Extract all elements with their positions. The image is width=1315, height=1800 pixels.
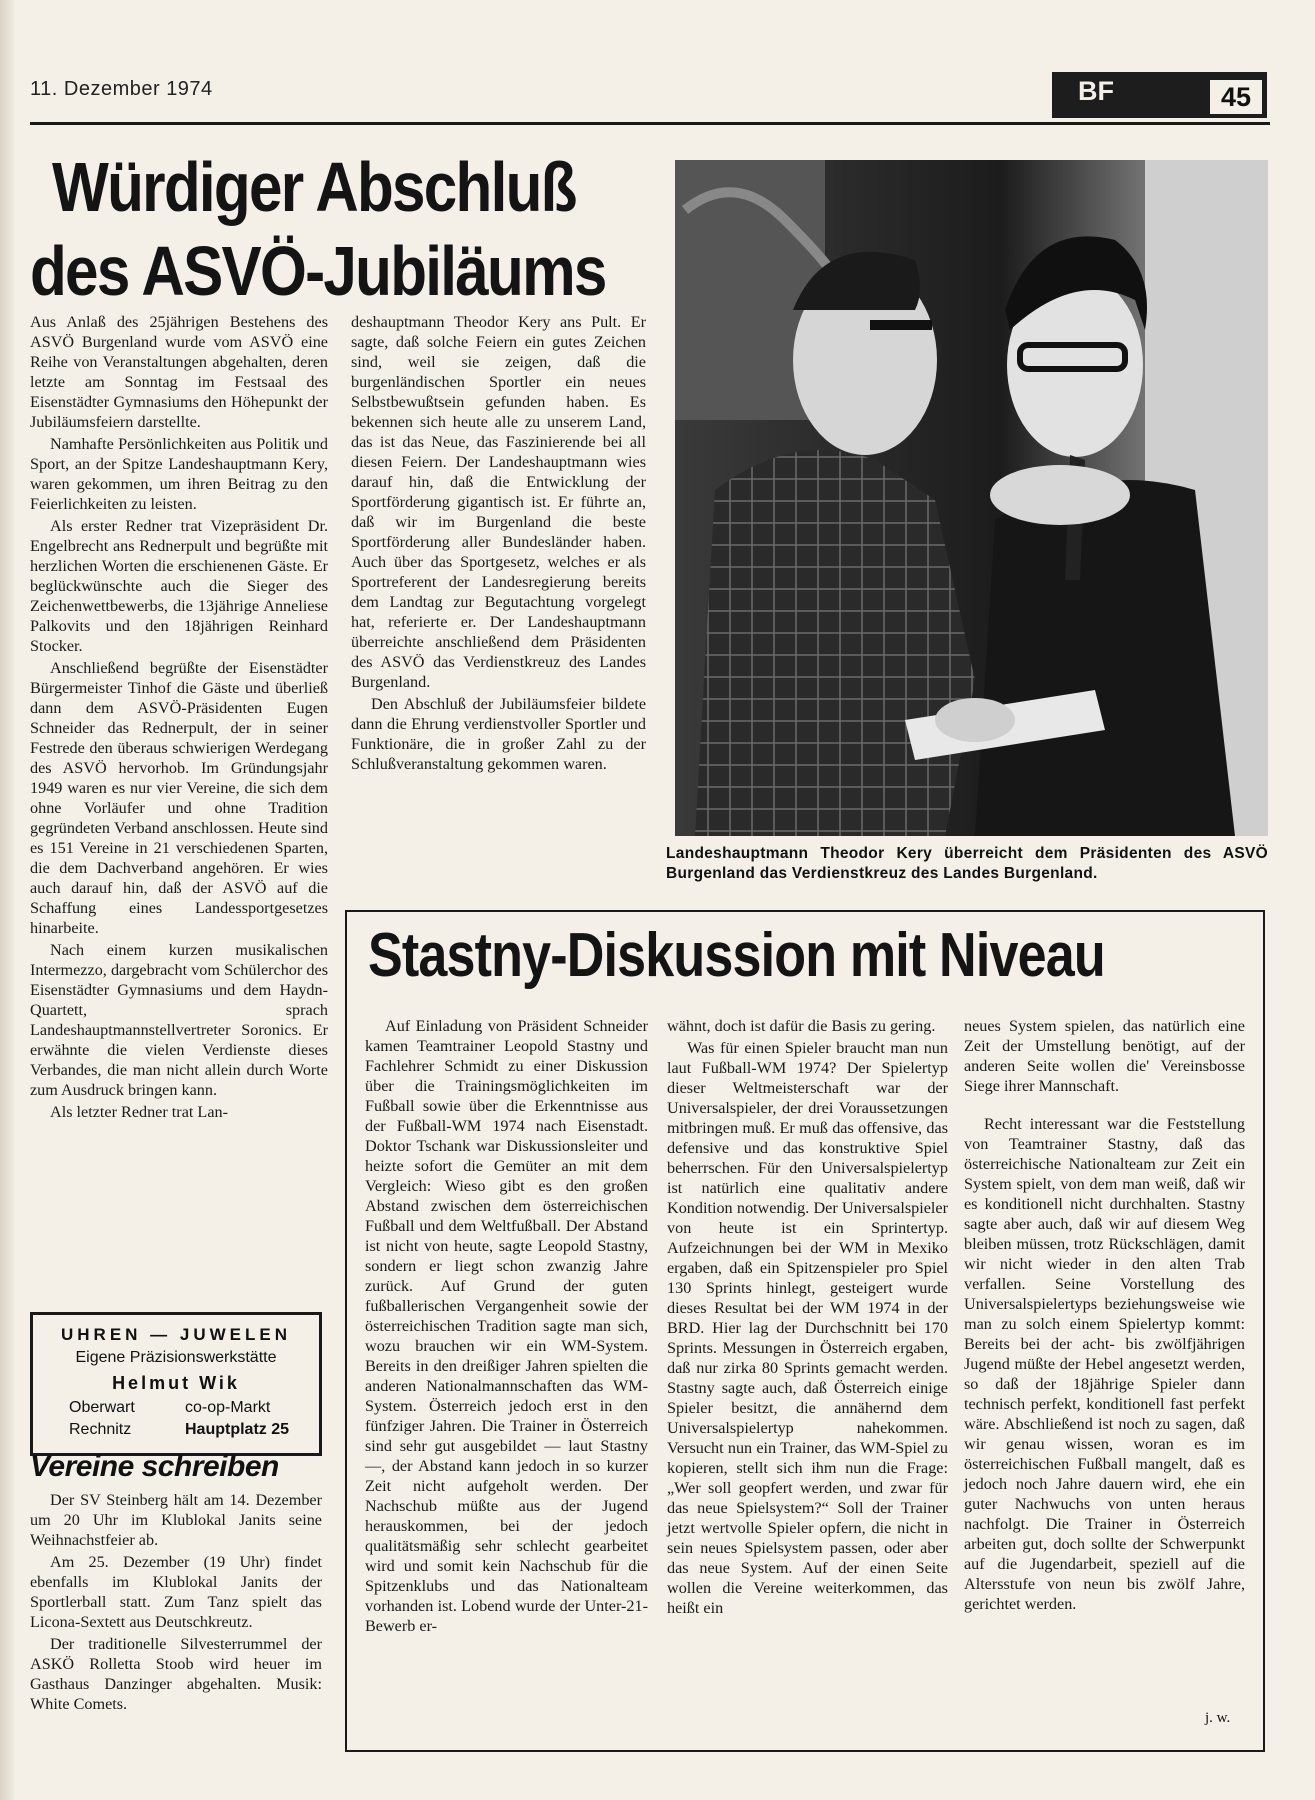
paragraph: Den Abschluß der Jubiläumsfeier bildete dann die Ehrung verdienstvoller Sportler und Funktionäre, die in großer Zahl zu der Schlußveranstaltung gekommen waren. <box>351 695 646 773</box>
advert-address-1: co-op-Markt <box>185 1399 271 1416</box>
paragraph: neues System spielen, das natürlich eine Zeit der Umstellung benötigt, auf der anderen Seite wollen die' Vereinsbosse Siege ihrer Mannschaft. <box>964 1017 1245 1095</box>
author-signature: j. w. <box>1205 1710 1231 1726</box>
paragraph: Recht interessant war die Feststellung von Teamtrainer Stastny, daß das österreichische Nationalteam zur Zeit ein System spielt, von dem man weiß, daß wir es konditionell nicht durchhalten. Stastny sagte aber auch, daß wir auf diesem Weg bleiben müssen, trotz Rückschlägen, damit wir nicht wieder in den alten Trab verfallen. Seine Vorstellung des Universalspielertyps beziehungsweise wie man zu solch einem Spielertyp kommt: Bereits bei der acht- bis zwölfjährigen Jugend müßte der Hebel angesetzt werden, so daß der 18jährige Spieler dann technisch perfekt, konditionell fast perfekt wäre. Abschließend ist noch zu sagen, daß wir genau wissen, woran es im österreichischen Fußball mangelt, daß es jedoch noch Jahre dauern wird, ehe ein guter Nachwuchs von unten heraus nachfolgt. Die Trainer in Österreich arbeiten gut, doch sollte der Schwerpunkt auf die Jugendarbeit, speziell auf die Altersstufe von neun bis zwölf Jahre, gerichtet werden. <box>964 1115 1245 1613</box>
paragraph: Nach einem kurzen musikalischen Intermezzo, dargebracht vom Schülerchor des Eisenstädter Gymnasiums und dem Haydn-Quartett, sprach Landeshauptmannstellvertreter Soronics. Er erwähnte die vielen Verdienste dieses Verbandes, die man nicht allein durch Worte zum Ausdruck bringen kann. <box>30 941 328 1099</box>
article1-column-1 <box>30 312 328 1124</box>
jeweller-advert <box>30 1312 322 1456</box>
paragraph: Auf Einladung von Präsident Schneider kamen Teamtrainer Leopold Stastny und Fachlehrer Schmidt zu einer Diskussion über die Trainingsmöglichkeiten im Fußball sowie über die Erkenntnisse aus der Fußball-WM 1974 nach Eisenstadt. Doktor Tschank war Diskussionsleiter und heizte sofort die Gemüter an mit dem Vergleich: Wieso gibt es den großen Abstand zwischen dem österreichischen Fußball und dem Weltfußball. Der Abstand ist nicht von heute, sagte Leopold Stastny, sondern er liegt schon zwanzig Jahre zurück. Auf Grund der guten fußballerischen Vergangenheit sowie der österreichischen Tradition sagte man sich, wozu brauchen wir ein WM-System. Bereits in den dreißiger Jahren spielten die anderen Nationalmannschaften das WM-System. Österreich jedoch erst in den fünfziger Jahren. Die Trainer in Österreich sind sehr gut ausgebildet — laut Stastny —, der Abstand kann jedoch in so kurzer Zeit nicht aufgeholt werden. Der Nachschub müßte aus der Jugend herauskommen, bei der jedoch qualitätsmäßig sehr schlecht gearbeitet wird und somit kein Nachschub für die Spitzenklubs und das Nationalteam vorhanden ist. Lobend wurde der Unter-21-Bewerb er- <box>365 1017 648 1635</box>
advert-line-1: UHREN — JUWELEN <box>60 1325 291 1344</box>
photo-caption: Landeshauptmann Theodor Kery überreicht dem Präsidenten des ASVÖ Burgenland das Verdienstkreuz des Landes Burgenland. <box>666 845 1268 882</box>
paragraph: Der SV Steinberg hält am 14. Dezember um 20 Uhr im Klublokal Janits seine Weihnachstfeier ab. <box>30 1491 322 1549</box>
headline-line-2: des ASVÖ-Jubiläums <box>30 232 606 310</box>
article2-column-1 <box>365 1016 648 1638</box>
paragraph: Aus Anlaß des 25jährigen Bestehens des ASVÖ Burgenland wurde vom ASVÖ eine Reihe von Veranstaltungen abgehalten, deren letzte am Sonntag im Festsaal des Eisenstädter Gymnasiums den Höhepunkt der Jubiläumsfeiern darstellte. <box>30 313 328 431</box>
header-rule <box>30 122 1270 125</box>
page-binding-edge <box>0 0 14 1800</box>
photo-image <box>675 160 1268 836</box>
page-number: 45 <box>1208 78 1264 116</box>
vereine-heading: Vereine schreiben <box>30 1450 279 1483</box>
advert-line-2: Eigene Präzisionswerkstätte <box>75 1349 277 1366</box>
paragraph: Am 25. Dezember (19 Uhr) findet ebenfalls im Klublokal Janits der Sportlerball statt. Zum Tanz spielt das Licona-Sextett aus Deutschkreutz. <box>30 1553 322 1631</box>
ceremony-photo <box>675 160 1268 836</box>
paragraph: deshauptmann Theodor Kery ans Pult. Er sagte, daß solche Feiern ein gutes Zeichen sind, weil sie zeigen, daß die burgenländischen Sportler ein neues Selbstbewußtsein gefunden haben. Es bekennen sich heute alle zu unserem Land, das ist das Neue, das Faszinierende bei all diesen Feiern. Der Landeshauptmann wies darauf hin, daß die Entwicklung der Sportförderung gigantisch ist. Er führte an, daß wir im Burgenland die beste Sportförderung aller Bundesländer haben. Auch über das Sportgesetz, welches er als Sportreferent der Landesregierung bereits dem Landtag zur Begutachtung vorgelegt hat, referierte er. Der Landeshauptmann überreichte anschließend dem Präsidenten des ASVÖ das Verdienstkreuz des Landes Burgenland. <box>351 313 646 691</box>
issue-date: 11. Dezember 1974 <box>30 78 213 100</box>
article2-column-2 <box>667 1016 948 1620</box>
article2-column-3 <box>964 1016 1245 1616</box>
advert-line-3: Helmut Wik <box>112 1373 240 1393</box>
paragraph: Namhafte Persönlichkeiten aus Politik und Sport, an der Spitze Landeshauptmann Kery, waren gekommen, um ihren Beitrag zu den Feierlichkeiten zu leisten. <box>30 435 328 513</box>
paragraph: Als letzter Redner trat Lan- <box>50 1103 228 1121</box>
article1-column-2 <box>351 312 646 776</box>
advert-address-2: Hauptplatz 25 <box>185 1421 290 1438</box>
advert-location-2: Rechnitz <box>69 1421 132 1438</box>
paragraph: Was für einen Spieler braucht man nun laut Fußball-WM 1974? Der Spielertyp dieser Weltmeisterschaft war der Universalspieler, der drei Voraussetzungen mitbringen muß. Er muß das offensive, das defensive und das konstruktive Spiel beherrschen. Für den Universalspielertyp ist natürlich eine qualitativ andere Kondition notwendig. Der Universalspieler von heute ist ein Sprintertyp. Aufzeichnungen bei der WM in Mexiko ergaben, daß ein Spitzenspieler pro Spiel 130 Sprints hinlegt, gesteigert wurde dieses Resultat bei der WM 1974 in der BRD. Hier lag der Durchschnitt bei 170 Sprints. Messungen in Österreich ergaben, daß nur zirka 80 Sprints gemacht werden. Stastny sagte auch, daß Österreich einige Spieler besitzt, die annähernd dem Universalspielertyp nahekommen. Versucht nun ein Trainer, das WM-Spiel zu kopieren, stellt sich ihm nun die Frage: „Wer soll geopfert werden, und zwar für das neue Spielsystem?“ Soll der Trainer jetzt wertvolle Spieler opfern, die nicht in sein neues Spielsystem passen, oder aber das neue System. Auf der einen Seite wollen die Vereine weiterkommen, das heißt ein <box>667 1039 948 1617</box>
paragraph: Als erster Redner trat Vizepräsident Dr. Engelbrecht ans Rednerpult und begrüßte mit herzlichen Worten die erschienenen Gäste. Er beglückwünschte auch die Sieger des Zeichenwettbewerbs, die 13jährige Anneliese Palkovits und den 18jährigen Reinhard Stocker. <box>30 517 328 655</box>
section-tag: BF <box>1078 76 1114 106</box>
headline-line-1: Würdiger Abschluß <box>52 148 576 226</box>
paragraph: Der traditionelle Silvesterrummel der ASKÖ Rolletta Stoob wird heuer im Gasthaus Danzinger abgehalten. Musik: White Comets. <box>30 1635 322 1713</box>
article2-headline: Stastny-Diskussion mit Niveau <box>368 921 1105 990</box>
vereine-column <box>30 1490 322 1716</box>
advert-location-1: Oberwart <box>69 1399 135 1416</box>
paragraph: wähnt, doch ist dafür die Basis zu gering. <box>667 1017 936 1035</box>
paragraph: Anschließend begrüßte der Eisenstädter Bürgermeister Tinhof die Gäste und überließ dann dem ASVÖ-Präsidenten Eugen Schneider das Rednerpult, der in seiner Festrede den überaus schwierigen Werdegang des ASVÖ hervorhob. Im Gründungsjahr 1949 waren es nur vier Vereine, die sich dem ohne Vorläufer und ohne Tradition gegründeten Verband anschlossen. Heute sind es 151 Vereine in 21 verschiedenen Sparten, die dem Dachverband angehören. Er wies auch darauf hin, daß der ASVÖ auf die Schaffung eines Landessportgesetzes hinarbeite. <box>30 659 328 937</box>
